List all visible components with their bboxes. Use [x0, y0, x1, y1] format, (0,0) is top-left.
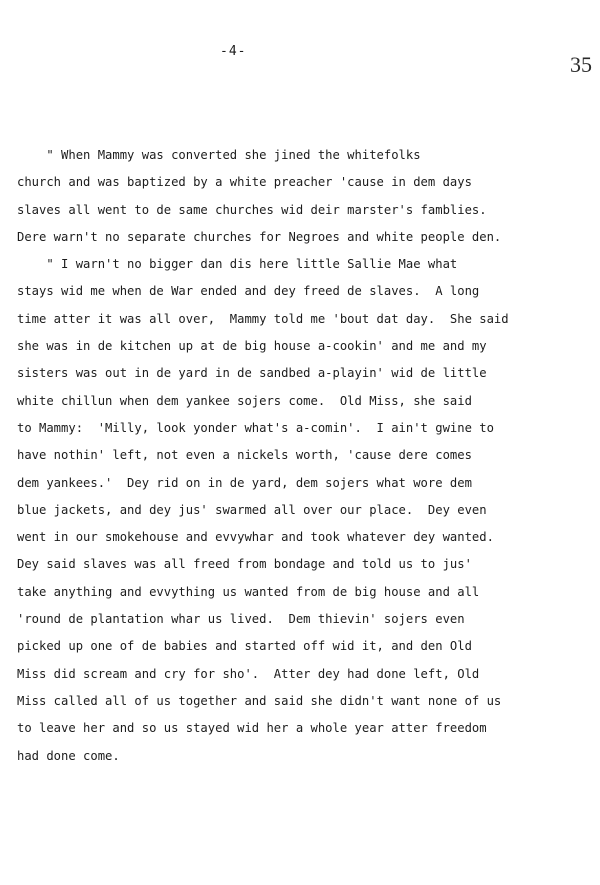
text-line: white chillun when dem yankee sojers come. Old Miss, she said	[17, 393, 472, 408]
text-line: Miss did scream and cry for sho'. Atter dey had done left, Old	[17, 666, 480, 681]
text-line: " When Mammy was converted she jined the whitefolks	[17, 148, 421, 162]
text-line: slaves all went to de same churches wid deir marster's famblies.	[17, 202, 487, 217]
text-line: church and was baptized by a white preacher 'cause in dem days	[17, 175, 472, 190]
text-line: she was in de kitchen up at de big house a-cookin' and me and my	[17, 339, 487, 354]
text-line: " I warn't no bigger dan dis here little Sallie Mae what	[17, 257, 458, 272]
text-line: time atter it was all over, Mammy told me 'bout dat day. She said	[17, 311, 509, 326]
text-line: to Mammy: 'Milly, look yonder what's a-comin'. I ain't gwine to	[17, 420, 494, 435]
text-line: sisters was out in de yard in de sandbed a-playin' wid de little	[17, 366, 487, 381]
text-line: Dere warn't no separate churches for Negroes and white people den.	[17, 229, 502, 244]
page-number: 35	[570, 52, 592, 77]
body-text	[17, 142, 597, 770]
text-line: picked up one of de babies and started off wid it, and den Old	[17, 639, 472, 654]
text-line: have nothin' left, not even a nickels worth, 'cause dere comes	[17, 448, 472, 463]
text-line: Dey said slaves was all freed from bondage and told us to jus'	[17, 557, 472, 572]
text-line: to leave her and so us stayed wid her a whole year atter freedom	[17, 721, 487, 736]
page-marker: -4-	[220, 44, 247, 59]
text-line: dem yankees.' Dey rid on in de yard, dem sojers what wore dem	[17, 475, 472, 490]
text-line: had done come.	[17, 748, 120, 763]
text-line: take anything and evvything us wanted from de big house and all	[17, 584, 480, 599]
text-line: Miss called all of us together and said she didn't want none of us	[17, 693, 502, 708]
text-line: blue jackets, and dey jus' swarmed all over our place. Dey even	[17, 502, 487, 517]
text-line: stays wid me when de War ended and dey freed de slaves. A long	[17, 284, 480, 299]
text-line: 'round de plantation whar us lived. Dem thievin' sojers even	[17, 612, 465, 627]
text-line: went in our smokehouse and evvywhar and took whatever dey wanted.	[17, 530, 494, 545]
